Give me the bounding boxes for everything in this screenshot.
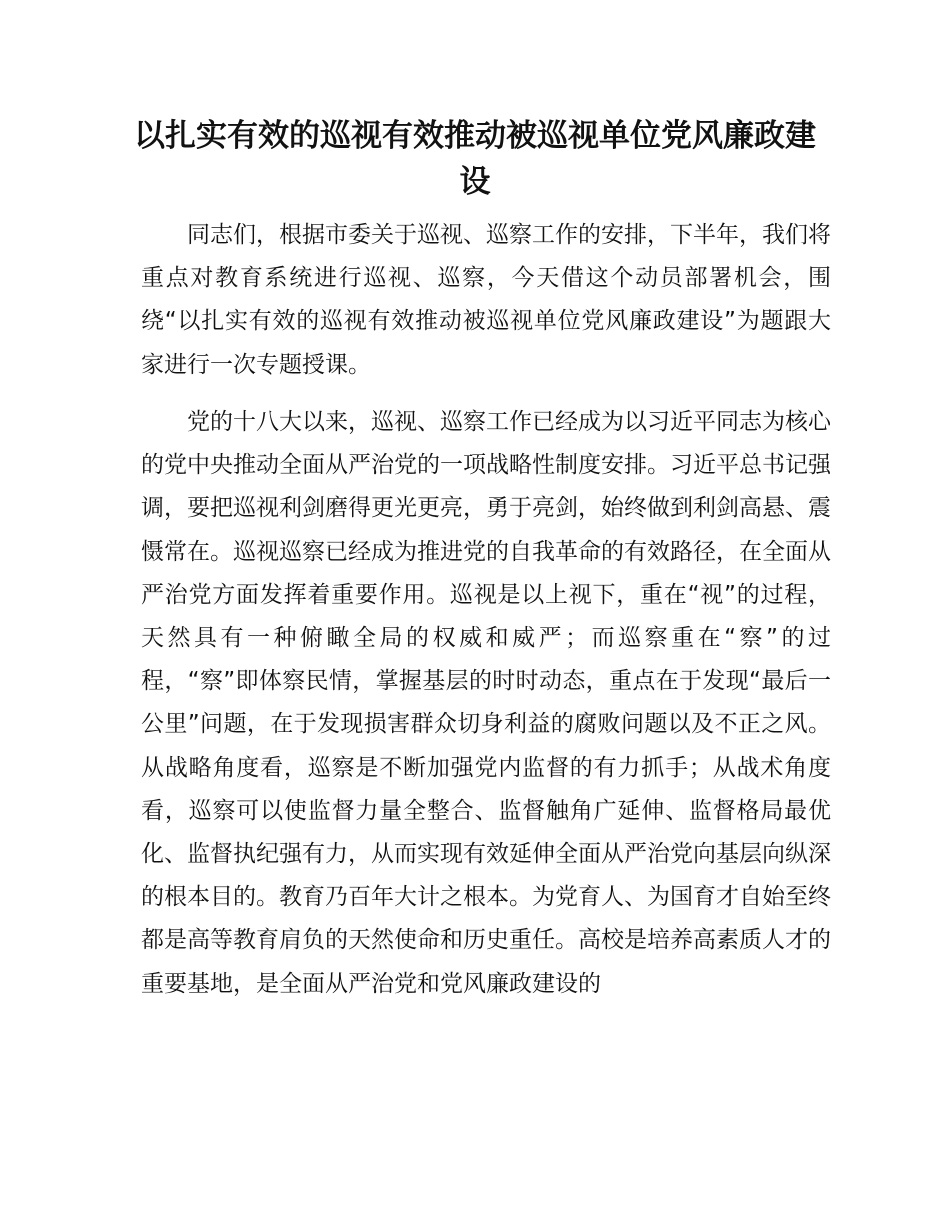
document-title: 以扎实有效的巡视有效推动被巡视单位党风廉政建设 (134, 118, 816, 200)
paragraph-block-2 (141, 401, 831, 1006)
paragraph-block-1 (141, 214, 831, 387)
paragraph: 同志们，根据市委关于巡视、巡察工作的安排，下半年，我们将重点对教育系统进行巡视、巡察，今天借这个动员部署机会，围绕“以扎实有效的巡视有效推动被巡视单位党风廉政建设”为题跟大家进行一次专题授课。 (141, 222, 831, 378)
paragraph: 党的十八大以来，巡视、巡察工作已经成为以习近平同志为核心的党中央推动全面从严治党的一项战略性制度安排。习近平总书记强调，要把巡视利剑磨得更光更亮，勇于亮剑，始终做到利剑高悬、震慑常在。巡视巡察已经成为推进党的自我革命的有效路径，在全面从严治党方面发挥着重要作用。巡视是以上视下，重在“视”的过程，天然具有一种俯瞰全局的权威和威严；而巡察重在“察”的过程，“察”即体察民情，掌握基层的时时动态，重点在于发现“最后一公里”问题，在于发现损害群众切身利益的腐败问题以及不正之风。从战略角度看，巡察是不断加强党内监督的有力抓手；从战术角度看，巡察可以使监督力量全整合、监督触角广延伸、监督格局最优化、监督执纪强有力，从而实现有效延伸全面从严治党向基层向纵深的根本目的。教育乃百年大计之根本。为党育人、为国育才自始至终都是高等教育肩负的天然使命和历史重任。高校是培养高素质人才的重要基地，是全面从严治党和党风廉政建设的 (141, 409, 831, 997)
